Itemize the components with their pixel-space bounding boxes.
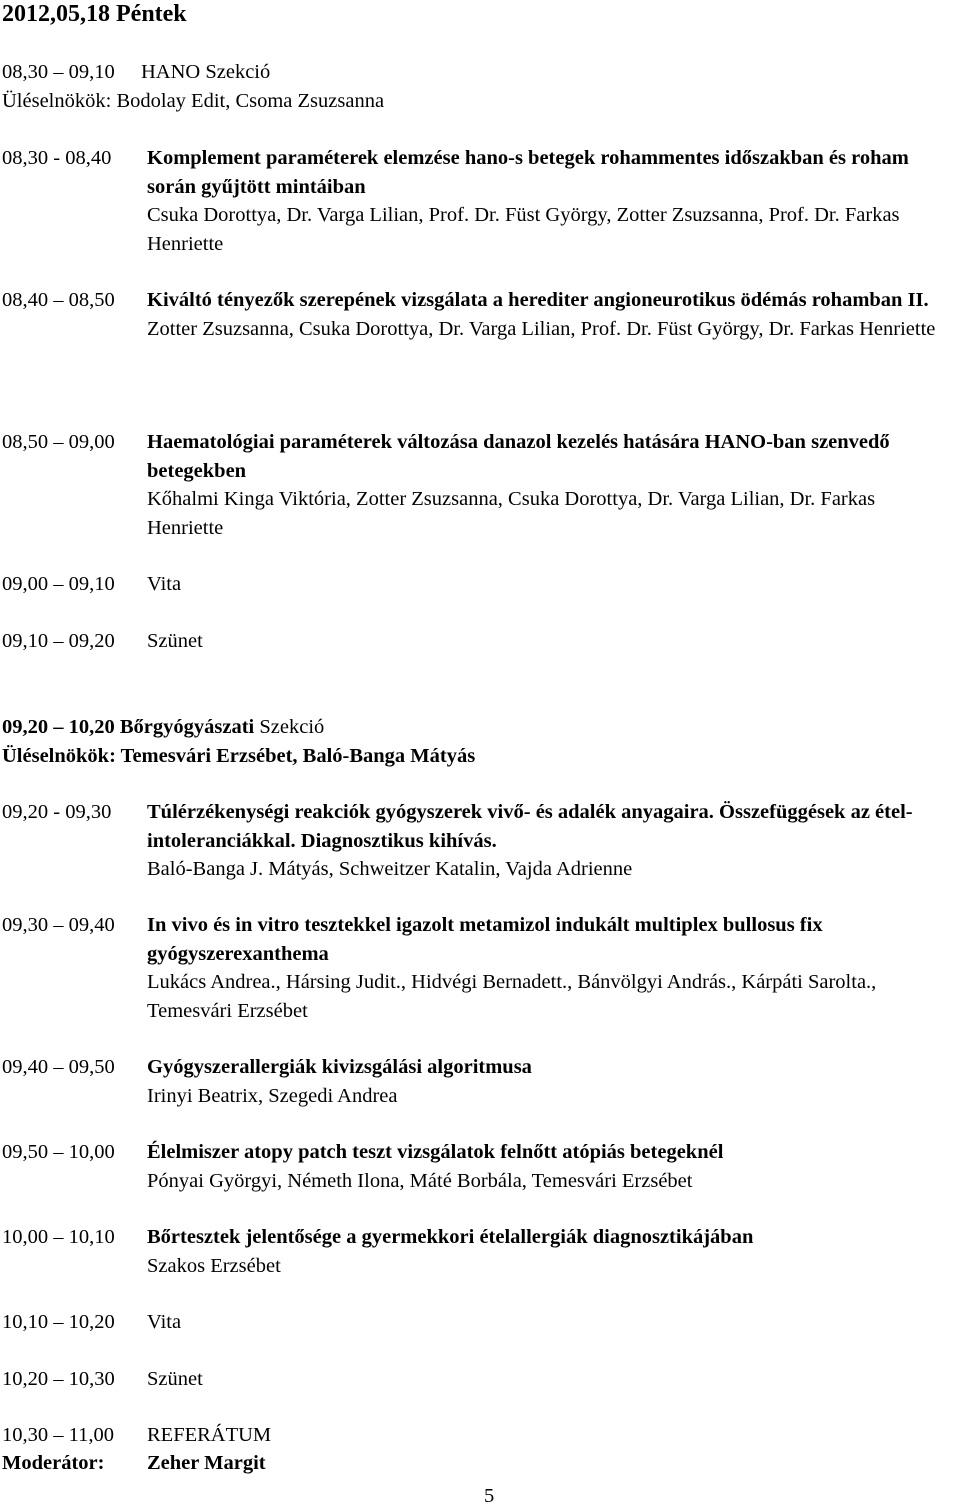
item-time: 09,20 - 09,30 bbox=[2, 801, 112, 823]
item-authors: Kőhalmi Kinga Viktória, Zotter Zsuzsanna, Csuka Dorottya, Dr. Varga Lilian, Dr. Farkas Henriette bbox=[147, 488, 876, 539]
item-title: Gyógyszerallergiák kivizsgálási algoritmusa bbox=[147, 1056, 532, 1078]
item-time: 08,30 - 08,40 bbox=[2, 147, 112, 169]
referatum-title: REFERÁTUM bbox=[147, 1424, 272, 1446]
item-title: Haematológiai paraméterek változása danazol kezelés hatására HANO-ban szenvedő betegekben bbox=[147, 431, 890, 482]
derm-section-title-bold: Bőrgyógyászati bbox=[119, 716, 255, 738]
item-time: 09,10 – 09,20 bbox=[2, 630, 115, 652]
item-authors: Szakos Erzsébet bbox=[147, 1254, 281, 1277]
item-time: 10,00 – 10,10 bbox=[2, 1226, 115, 1248]
program-item bbox=[2, 1308, 952, 1337]
program-item bbox=[2, 911, 952, 1025]
program-item bbox=[2, 627, 952, 656]
derm-chairs bbox=[2, 742, 475, 771]
program-item bbox=[2, 798, 952, 884]
program-item bbox=[2, 570, 952, 599]
derm-chairs-label: Üléselnökök: bbox=[2, 745, 116, 767]
item-authors: Pónyai Györgyi, Németh Ilona, Máté Borbála, Temesvári Erzsébet bbox=[147, 1169, 693, 1192]
item-time: 08,40 – 08,50 bbox=[2, 289, 115, 311]
program-item bbox=[2, 1053, 952, 1110]
item-time: 09,30 – 09,40 bbox=[2, 914, 115, 936]
item-plain: Vita bbox=[147, 1311, 182, 1333]
item-authors: Irinyi Beatrix, Szegedi Andrea bbox=[147, 1084, 398, 1107]
hano-chairs bbox=[2, 87, 384, 116]
item-time: 10,20 – 10,30 bbox=[2, 1368, 115, 1390]
item-title: Túlérzékenységi reakciók gyógyszerek vivő- és adalék anyagaira. Összefüggések az étel-intoleranciákkal. Diagnosztikus kihívás. bbox=[147, 801, 913, 852]
page-date-heading: 2012,05,18 Péntek bbox=[2, 1, 187, 27]
referatum-heading bbox=[2, 1421, 952, 1450]
item-authors: Csuka Dorottya, Dr. Varga Lilian, Prof. Dr. Füst György, Zotter Zsuzsanna, Prof. Dr. Farkas Henriette bbox=[147, 204, 900, 255]
program-item bbox=[2, 428, 952, 542]
moderator-name: Zeher Margit bbox=[147, 1452, 266, 1474]
moderator-label: Moderátor: bbox=[2, 1452, 105, 1474]
program-item bbox=[2, 144, 952, 258]
hano-section-heading bbox=[2, 58, 270, 87]
item-title: Kiváltó tényezők szerepének vizsgálata a herediter angioneurotikus ödémás rohamban II. bbox=[147, 289, 929, 311]
item-time: 09,40 – 09,50 bbox=[2, 1056, 115, 1078]
derm-section-title-rest: Szekció bbox=[259, 716, 325, 738]
hano-section-time: 08,30 – 09,10 bbox=[2, 61, 115, 83]
hano-chairs-label: Üléselnökök: bbox=[2, 90, 112, 112]
derm-section-time: 09,20 – 10,20 bbox=[2, 716, 115, 738]
program-item bbox=[2, 1138, 952, 1195]
item-title: Komplement paraméterek elemzése hano-s betegek rohammentes időszakban és roham során gyűjtött mintáiban bbox=[147, 147, 909, 198]
item-title: In vivo és in vitro tesztekkel igazolt metamizol indukált multiplex bullosus fix gyógyszerexanthema bbox=[147, 914, 823, 965]
item-authors: Zotter Zsuzsanna, Csuka Dorottya, Dr. Varga Lilian, Prof. Dr. Füst György, Dr. Farkas Henriette bbox=[147, 317, 936, 340]
program-item bbox=[2, 1223, 952, 1280]
item-title: Élelmiszer atopy patch teszt vizsgálatok felnőtt atópiás betegeknél bbox=[147, 1141, 724, 1163]
derm-section-heading bbox=[2, 713, 324, 742]
item-authors: Lukács Andrea., Hársing Judit., Hidvégi Bernadett., Bánvölgyi András., Kárpáti Sarolta., Temesvári Erzsébet bbox=[147, 971, 877, 1022]
page-number: 5 bbox=[484, 1485, 495, 1507]
item-time: 08,50 – 09,00 bbox=[2, 431, 115, 453]
item-plain: Szünet bbox=[147, 1368, 203, 1390]
item-plain: Vita bbox=[147, 573, 182, 595]
referatum-time: 10,30 – 11,00 bbox=[2, 1424, 114, 1446]
program-item bbox=[2, 1365, 952, 1394]
item-plain: Szünet bbox=[147, 630, 203, 652]
program-item bbox=[2, 286, 952, 343]
derm-chairs-names: Temesvári Erzsébet, Baló-Banga Mátyás bbox=[120, 745, 476, 767]
hano-section-title: HANO Szekció bbox=[141, 61, 271, 83]
item-time: 10,10 – 10,20 bbox=[2, 1311, 115, 1333]
referatum-moderator bbox=[2, 1449, 952, 1478]
item-time: 09,50 – 10,00 bbox=[2, 1141, 115, 1163]
item-title: Bőrtesztek jelentősége a gyermekkori ételallergiák diagnosztikájában bbox=[147, 1226, 754, 1248]
item-authors: Baló-Banga J. Mátyás, Schweitzer Katalin, Vajda Adrienne bbox=[147, 858, 633, 880]
hano-chairs-names: Bodolay Edit, Csoma Zsuzsanna bbox=[116, 90, 385, 112]
item-time: 09,00 – 09,10 bbox=[2, 573, 115, 595]
